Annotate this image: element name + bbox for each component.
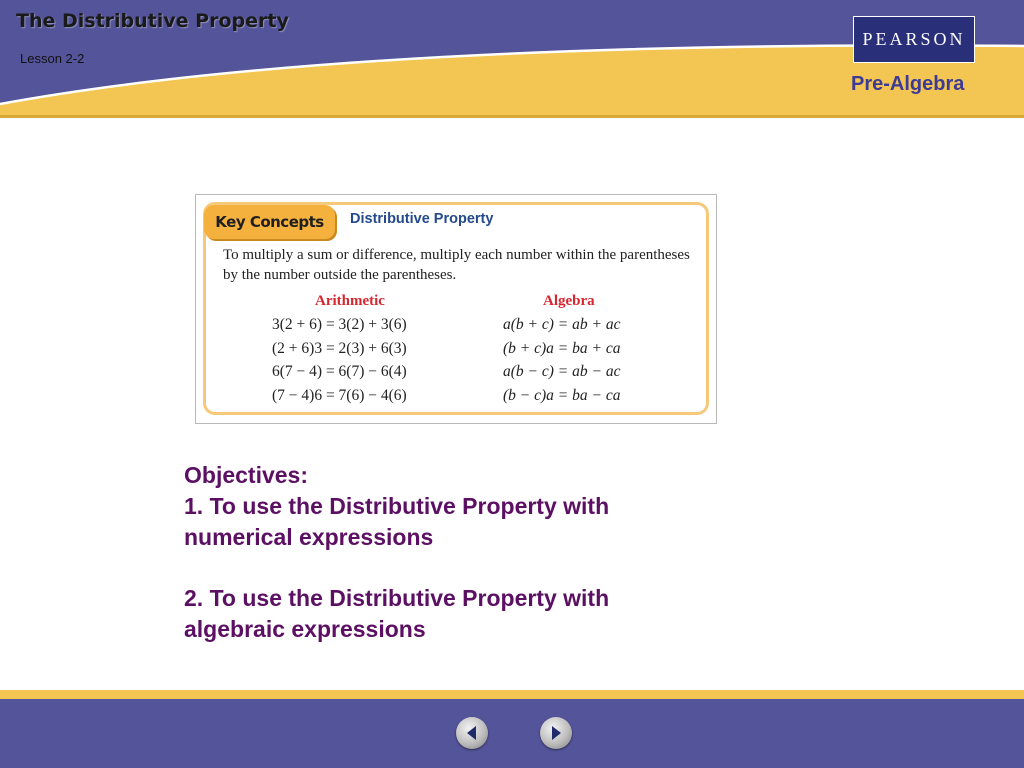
footer-bar (0, 699, 1024, 768)
key-concepts-tab: Key Concepts (204, 205, 335, 239)
arithmetic-row: (2 + 6)3 = 2(3) + 6(3) (272, 340, 407, 357)
slide-title: The Distributive Property (16, 10, 289, 32)
arithmetic-row: (7 − 4)6 = 7(6) − 4(6) (272, 387, 407, 404)
forward-button[interactable] (540, 717, 572, 749)
algebra-row: a(b + c) = ab + ac (503, 316, 621, 333)
objectives-spacer (184, 553, 744, 583)
objective-2-line-1: 2. To use the Distributive Property with (184, 585, 610, 611)
course-label: Pre-Algebra (851, 73, 965, 95)
objective-1-line-1: 1. To use the Distributive Property with (184, 493, 610, 519)
key-concepts-heading: Distributive Property (350, 211, 494, 227)
header-banner (0, 0, 1024, 118)
objective-2-line-2: algebraic expressions (184, 616, 426, 642)
lesson-label: Lesson 2-2 (20, 51, 85, 66)
forward-arrow-icon (540, 717, 572, 749)
objectives (184, 460, 744, 645)
arithmetic-row: 6(7 − 4) = 6(7) − 6(4) (272, 363, 407, 380)
algebra-row: a(b − c) = ab − ac (503, 363, 621, 380)
objective-1-line-2: numerical expressions (184, 524, 434, 550)
algebra-row: (b + c)a = ba + ca (503, 340, 621, 357)
footer-stripe (0, 690, 1024, 699)
key-concepts-card (195, 194, 717, 424)
arithmetic-row: 3(2 + 6) = 3(2) + 3(6) (272, 316, 407, 333)
arithmetic-heading: Arithmetic (315, 293, 385, 309)
algebra-heading: Algebra (543, 293, 595, 309)
algebra-row: (b − c)a = ba − ca (503, 387, 621, 404)
objectives-heading: Objectives: (184, 462, 308, 488)
publisher-logo: PEARSON (853, 16, 975, 63)
back-arrow-icon (456, 717, 488, 749)
back-button[interactable] (456, 717, 488, 749)
key-concepts-description: To multiply a sum or difference, multiply each number within the parentheses by the number outside the parentheses. (223, 247, 690, 283)
